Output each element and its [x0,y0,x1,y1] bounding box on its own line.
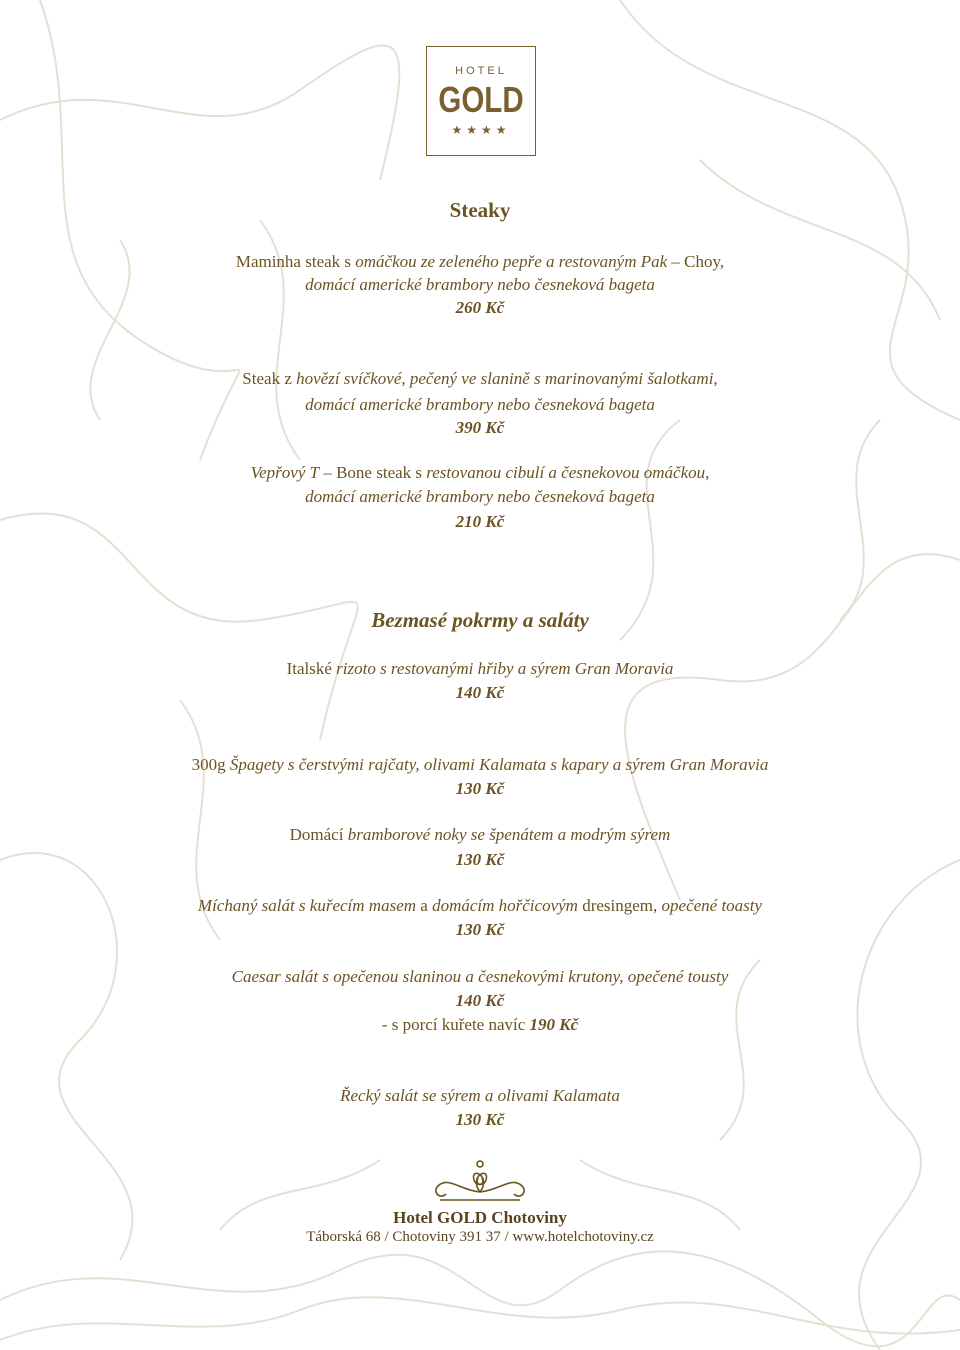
section-title-vegetarian: Bezmasé pokrmy a saláty [371,608,589,632]
logo-gold-text: GOLD [438,79,524,120]
veg-item-3-price: 130 Kč [455,850,505,869]
footer-hotel-name: Hotel GOLD Chotoviny [393,1208,567,1227]
menu-item-2-line1: Steak z hovězí svíčkové, pečený ve slanině s marinovanými šalotkami, [242,369,718,388]
veg-item-1-name: Italské rizoto s restovanými hřiby a sýrem Gran Moravia [286,659,674,678]
menu-item-3-line1: Vepřový T – Bone steak s restovanou cibulí a česnekovou omáčkou, [250,463,710,482]
footer-address: Táborská 68 / Chotoviny 391 37 / www.hotelchotoviny.cz [306,1229,654,1245]
menu-item-1-price: 260 Kč [455,298,505,317]
menu-item-1-line1: Maminha steak s omáčkou ze zeleného pepře a restovaným Pak – Choy, [235,252,725,271]
menu-item-1-line2: domácí americké brambory nebo česneková bageta [305,275,655,294]
veg-item-4-name: Míchaný salát s kuřecím masem a domácím hořčicovým dresingem, opečené toasty [197,896,763,915]
veg-item-3-name: Domácí bramborové noky se špenátem a modrým sýrem [289,825,671,844]
veg-item-5-name: Caesar salát s opečenou slaninou a česnekovými krutony, opečené tousty [231,967,729,986]
menu-item-3-line2: domácí americké brambory nebo česneková bageta [305,487,655,506]
veg-item-2-name: 300g Špagety s čerstvými rajčaty, olivami Kalamata s kapary a sýrem Gran Moravia [191,755,769,774]
logo-hotel-text: HOTEL [455,65,507,77]
menu-item-2-line2: domácí americké brambory nebo česneková bageta [305,395,655,414]
veg-item-6-price: 130 Kč [455,1110,505,1129]
menu-item-3-price: 210 Kč [455,512,505,531]
veg-item-5-price: 140 Kč [455,991,505,1010]
hotel-gold-logo [426,46,536,156]
veg-item-2-price: 130 Kč [455,779,505,798]
section-title-steaks: Steaky [449,198,511,222]
veg-item-1-price: 140 Kč [455,683,505,702]
veg-item-6-name: Řecký salát se sýrem a olivami Kalamata [340,1086,620,1105]
menu-item-2-price: 390 Kč [455,418,505,437]
veg-item-5-extra: - s porcí kuřete navíc 190 Kč [381,1015,579,1034]
veg-item-4-price: 130 Kč [455,920,505,939]
logo-stars: ★★★★ [451,123,511,137]
footer-ornament-icon [430,1156,530,1212]
